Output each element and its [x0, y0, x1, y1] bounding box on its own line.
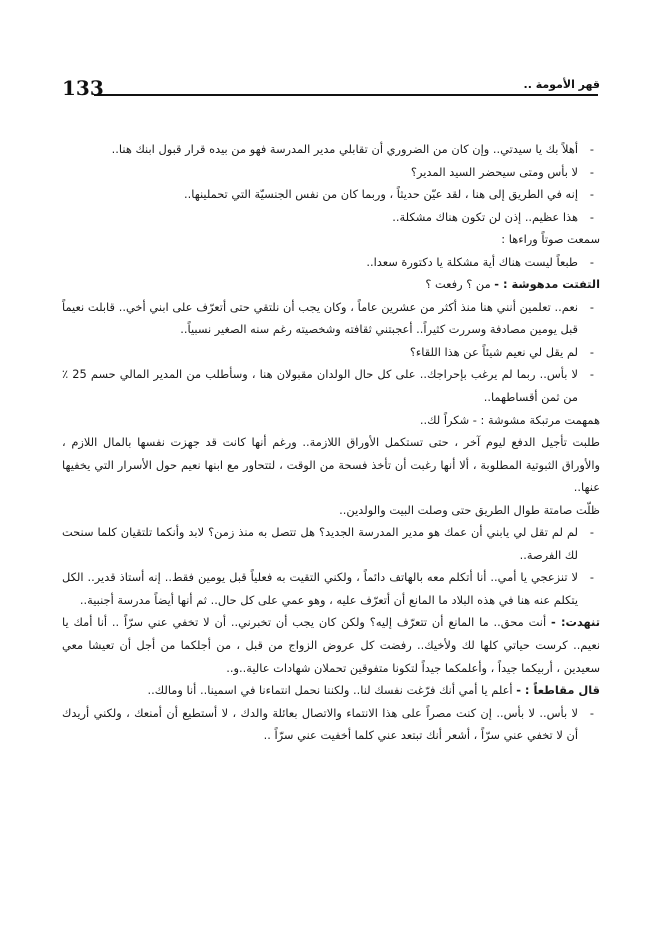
paragraph-text: أعلم يا أمي أنك فرّغت نفسك لنا.. ولكننا نحمل انتماءنا في اسمينا.. أنا ومالك.. — [147, 683, 513, 698]
paragraph-text: لا تنزعجي يا أمي.. أنا أتكلم معه بالهاتف دائماً ، ولكني التقيت به فعلياً قبل يومين فقط.. إنه أستاذ قدير.. الكل يتكلم عنه هنا في هذه البلاد ما المانع أن أتعرّف عليه ، وهو عمي على كل حال.. ثم أنها أيضاً مدرسة أجنبية.. — [62, 570, 578, 607]
paragraph-8 — [62, 296, 600, 341]
paragraph-16 — [62, 611, 600, 679]
paragraph-lead: قال مقاطعاً : - — [516, 683, 600, 698]
paragraph-7 — [62, 273, 600, 296]
page-header — [62, 78, 600, 100]
paragraph-9 — [62, 341, 600, 364]
running-title: قهر الأمومة .. — [516, 78, 600, 91]
paragraph-text: همهمت مرتبكة مشوشة : - شكراً لك.. — [419, 412, 600, 427]
paragraph-text: من ؟ رفعت ؟ — [425, 277, 491, 292]
body-text — [62, 138, 600, 747]
paragraph-6 — [62, 251, 600, 274]
paragraph-text: أهلاً بك يا سيدتي.. وإن كان من الضروري أن تقابلي مدير المدرسة فهو من بيده قرار قبول ابنك هنا.. — [111, 142, 578, 156]
paragraph-text: سمعت صوتاً وراءها : — [501, 232, 600, 247]
paragraph-text: أنت محق.. ما المانع أن تتعرّف إليه؟ ولكن كان يجب أن تخبرني.. أن لا تخفي عني سرّاً .. أنا أمك يا نعيم.. كرست حياتي كلها لك ولأخيك.. رفضت كل عروض الزواج من قبل ، من أجلكما من أجل أن تعيشا معي سعيدين ، أربيكما جيداً ، وأعلمكما جيداً لتكونا متفوقين تحملان شهادات عالية..و.. — [62, 615, 600, 675]
paragraph-4 — [62, 206, 600, 229]
paragraph-lead: تنهدت: - — [551, 615, 600, 630]
header-rule — [94, 94, 598, 96]
paragraph-14 — [62, 521, 600, 566]
paragraph-17 — [62, 679, 600, 702]
paragraph-text: طبعاً ليست هناك أية مشكلة يا دكتورة سعدا.. — [366, 254, 578, 269]
paragraph-text: نعم.. تعلمين أنني هنا منذ أكثر من عشرين عاماً ، وكان يجب أن نلتقي حتى أتعرّف على ابني أخي.. قابلت نعيماً قبل يومين مصادفة وسررت كثيراً.. أعجبتني ثقافته وشخصيته رغم سنه الصغير نسبياً.. — [62, 299, 578, 337]
paragraph-lead: التفتت مدهوشة : - — [494, 277, 600, 292]
paragraph-12 — [62, 431, 600, 499]
paragraph-11 — [62, 409, 600, 432]
paragraph-text: إنه في الطريق إلى هنا ، لقد عيّن حديثاً ، وربما كان من نفس الجنسيّة التي تحملينها.. — [184, 187, 578, 202]
paragraph-text: طلبت تأجيل الدفع ليوم آخر ، حتى تستكمل الأوراق اللازمة.. ورغم أنها كانت قد جهزت نفسها بالمال اللازم ، والأوراق الثبوتية المطلوبة ، ألا أنها رغبت أن تأخذ فسحة من الوقت ، لتتحاور مع ابنها نعيم حول الأسرار التي يخفيها عنها.. — [62, 435, 600, 495]
page-number: 133 — [62, 76, 104, 100]
paragraph-13 — [62, 499, 600, 522]
paragraph-text: لا بأس.. لا بأس.. إن كنت مصراً على هذا الانتماء والاتصال بعائلة والدك ، لا أستطيع أن أمنعك ، ولكني أريدك أن لا تخفي عني سرّاً ، أشعر أنك تبتعد عني كلما أخفيت عني سرّاً .. — [62, 705, 578, 743]
paragraph-2 — [62, 161, 600, 184]
paragraph-text: ظلّت صامتة طوال الطريق حتى وصلت البيت والولدين.. — [339, 502, 600, 517]
paragraph-text: هذا عظيم.. إذن لن تكون هناك مشكلة.. — [392, 209, 578, 224]
paragraph-15 — [62, 566, 600, 611]
paragraph-text: لم يقل لي نعيم شيئاً عن هذا اللقاء؟ — [409, 344, 578, 359]
paragraph-text: لا بأس ومتى سيحضر السيد المدير؟ — [410, 164, 578, 179]
paragraph-text: لم لم تقل لي يابني أن عمك هو مدير المدرسة الجديد؟ هل تتصل به منذ زمن؟ لابد وأنكما تلتقيان كلما سنحت لك الفرصة.. — [62, 525, 578, 562]
paragraph-3 — [62, 183, 600, 206]
paragraph-18 — [62, 702, 600, 747]
paragraph-text: لا بأس.. ربما لم يرغب بإحراجك.. على كل حال الولدان مقبولان هنا ، وسأطلب من المدير المالي حسم 25 ٪ من ثمن أقساطهما.. — [62, 367, 578, 405]
paragraph-5 — [62, 228, 600, 251]
paragraph-1 — [62, 138, 600, 161]
paragraph-10 — [62, 363, 600, 408]
